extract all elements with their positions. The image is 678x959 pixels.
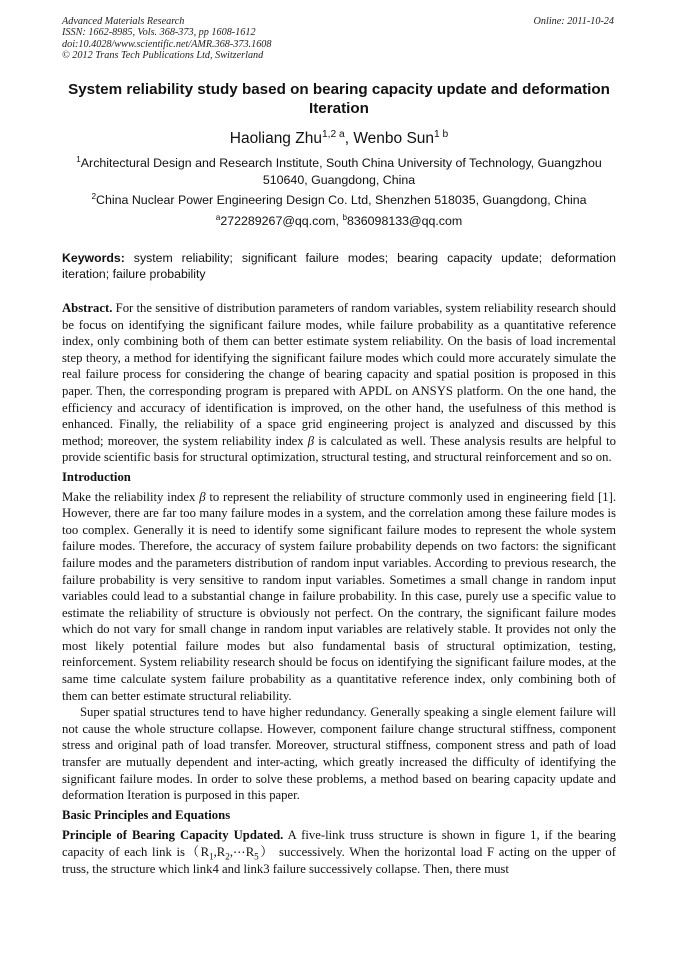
introduction-paragraph [62, 489, 616, 705]
journal-header [62, 16, 618, 62]
keywords-text: system reliability; significant failure modes; bearing capacity update; deformation iteration; failure probability [62, 251, 616, 281]
affiliation-mark: 2 [91, 191, 97, 201]
abstract-text: is calculated as well. These analysis results are helpful to provide scientific basis for structural optimization, structural testing, and structural reinforcement and so on. [62, 433, 616, 465]
introduction-paragraph: Super spatial structures tend to have higher redundancy. Generally speaking a single element failure will not cause the whole structure collapse. However, component failure change structural stiffness, component stress and original path of load transfer. Moreover, structural stiffness, component stress and path of load transfer are mutually dependent and inter-acting, which greatly increased the difficulty of identifying the significant failure modes. In order to solve these problems, a method based on bearing capacity update and deformation Iteration is purposed in this paper. [62, 705, 616, 803]
online-date: Online: 2011-10-24 [533, 16, 614, 27]
journal-name: Advanced Materials Research [62, 16, 185, 27]
paper-title: System reliability study based on bearing capacity update and deformation Iteration [68, 81, 610, 117]
abstract-text: For the sensitive of distribution parameters of random variables, system reliability research should be focus on identifying the significant failure modes, while failure probability as a quantitative reference index, only combining both of them can better estimate system reliability. On the basis of load incremental step theory, a method for identifying the significant failure modes which could more accurately simulate the real failure process for considering the change of bearing capacity and spatial position is proposed in this paper. Then, the corresponding program is prepared with APDL on ANSYS platform. On the one hand, the efficiency and accuracy of identification is improved, on the other hand, the usefulness of this method is enhanced. Finally, the reliability of a space grid engineering project is analyzed and discussed by this method; moreover, the system reliability index [62, 301, 616, 448]
email-link[interactable]: 836098133@qq.com [346, 214, 463, 228]
abstract [62, 300, 616, 466]
beta-symbol: β [307, 433, 315, 448]
keywords [62, 251, 616, 282]
journal-issn: ISSN: 1662-8985, Vols. 368-373, pp 1608-1612 [62, 27, 256, 39]
paragraph-text: to represent the reliability of structure commonly used in engineering field [1]. However, there are far too many failure modes in a system, and the correlation among these failure modes is too complex. Generally it is need to identify some significant failure modes to represent the whole system failure modes. Therefore, the accuracy of system failure probability depends on two factors: the significant failure modes and the parameters distribution of random input variables. According to previous research, the failure probability is very sensitive to random input variables. Sometimes a small change in random input variables could lead to a substantial change in failure probability. In this case, purely use a specific value to estimate the reliability of structure is obviously not perfect. On the contrary, the significant failure modes which do not vary for small change in random input variables are relatively stable. It provides not only the most likely potential failure modes but also fundamental basis of structural optimization, testing, reinforcement. System reliability research should be focus on identifying the significant failure modes, at the same time calculate system failure probability as a quantitative reference index, only combining both of them can better estimate structural reliability. [62, 489, 616, 703]
email-link[interactable]: 272289267@qq.com [220, 214, 336, 228]
paragraph-text: ） successively. When the horizontal load F acting on the upper of truss, the structure which link4 and link3 failure successively collapse. Then, there must [62, 845, 617, 876]
paragraph-text: A five-link truss structure is shown in figure 1, if the bearing capacity of each link is（R [62, 828, 616, 859]
email-mark: a [215, 212, 221, 222]
subsection-label: Principle of Bearing Capacity Updated. [62, 828, 284, 843]
subscript: 1 [209, 851, 214, 862]
author-name: Wenbo Sun [353, 130, 435, 147]
section-heading-basic-principles: Basic Principles and Equations [62, 807, 231, 822]
email-line [62, 213, 616, 230]
affiliation-mark: 1 [76, 154, 81, 164]
keywords-label: Keywords: [62, 251, 125, 265]
affiliation-text: China Nuclear Power Engineering Design Co. Ltd, Shenzhen 518035, Guangdong, China [96, 193, 587, 207]
paragraph-text: ,R [213, 845, 226, 859]
author-separator: , [344, 130, 354, 147]
affiliation-text: Architectural Design and Research Institute, South China University of Technology, Guangzhou 510640, Guangdong, China [80, 156, 602, 187]
bearing-capacity-paragraph [62, 827, 616, 877]
author-affiliation-mark: 1 b [434, 128, 449, 140]
author-name: Haoliang Zhu [229, 130, 322, 147]
subscript: 5 [254, 851, 259, 862]
journal-copyright: © 2012 Trans Tech Publications Ltd, Switzerland [62, 50, 264, 62]
affiliation [62, 192, 616, 209]
author-affiliation-mark: 1,2 a [321, 128, 345, 140]
email-separator: , [335, 214, 343, 228]
body-text [62, 300, 616, 877]
author-line [62, 129, 616, 149]
section-heading-introduction: Introduction [62, 469, 131, 484]
paragraph-text: Make the reliability index [62, 489, 200, 504]
affiliation [62, 155, 616, 189]
beta-symbol: β [199, 489, 206, 504]
email-mark: b [342, 212, 347, 222]
subscript: 2 [225, 851, 230, 862]
abstract-label: Abstract. [62, 301, 113, 315]
paragraph-text: ,⋯R [229, 845, 255, 859]
journal-doi: doi:10.4028/www.scientific.net/AMR.368-373.1608 [62, 38, 272, 50]
